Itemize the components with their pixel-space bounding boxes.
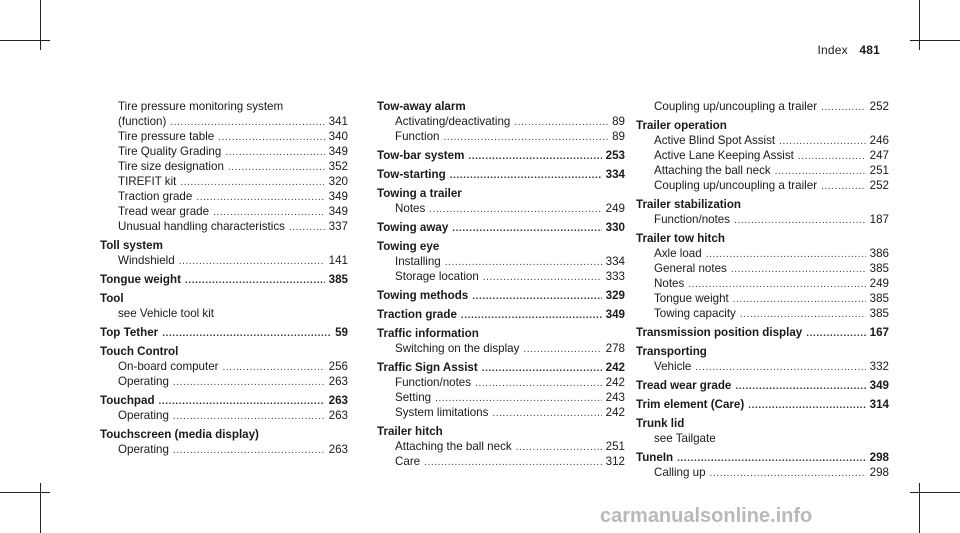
entry-text: Traction grade (377, 308, 457, 321)
entry-text: Notes (395, 202, 426, 215)
index-entry (100, 129, 348, 144)
entry-text: Storage location (395, 270, 479, 283)
crop-mark (910, 492, 960, 493)
index-heading (377, 326, 625, 341)
page-reference[interactable]: 278 (605, 342, 625, 355)
dot-leader (179, 254, 325, 269)
index-entry (377, 341, 625, 356)
dot-leader (523, 342, 601, 357)
section-title: Index (817, 43, 848, 57)
page-reference[interactable]: 349 (328, 205, 348, 218)
index-heading (377, 148, 625, 163)
entry-text: Coupling up/uncoupling a trailer (654, 100, 818, 113)
dot-leader (173, 443, 325, 458)
page-reference[interactable]: 341 (328, 115, 348, 128)
index-column-1 (100, 99, 348, 457)
index-entry (377, 454, 625, 469)
page-reference[interactable]: 253 (605, 149, 625, 162)
index-entry (377, 269, 625, 284)
index-entry (636, 306, 889, 321)
index-entry (377, 405, 625, 420)
dot-leader (821, 100, 866, 115)
index-heading (377, 424, 625, 439)
crop-mark (40, 0, 41, 50)
entry-text: Windshield (118, 254, 175, 267)
dot-leader (731, 262, 866, 277)
dot-leader (185, 273, 325, 288)
index-entry (636, 276, 889, 291)
page-reference[interactable]: 252 (869, 100, 889, 113)
entry-text: Touchscreen (media display) (100, 428, 259, 441)
entry-text: (function) (118, 115, 167, 128)
entry-text: Vehicle (654, 360, 692, 373)
index-entry (100, 99, 348, 114)
dot-leader (468, 149, 601, 164)
index-heading (377, 167, 625, 182)
entry-text: Transporting (636, 345, 707, 358)
page-reference[interactable]: 167 (869, 326, 889, 339)
page-reference[interactable]: 312 (605, 455, 625, 468)
entry-text: Toll system (100, 239, 163, 252)
entry-text: see Vehicle tool kit (118, 307, 215, 320)
entry-text: General notes (654, 262, 727, 275)
page-header (817, 43, 880, 57)
dot-leader (733, 292, 866, 307)
index-column-3 (636, 99, 889, 480)
dot-leader (159, 394, 325, 409)
page-reference[interactable]: 385 (869, 307, 889, 320)
dot-leader (429, 202, 601, 217)
page-reference[interactable]: 263 (328, 394, 348, 407)
index-entry (377, 254, 625, 269)
index-entry (100, 306, 348, 321)
page-reference[interactable]: 340 (328, 130, 348, 143)
dot-leader (779, 134, 866, 149)
dot-leader (218, 130, 324, 145)
entry-text: Attaching the ball neck (654, 164, 771, 177)
index-entry (636, 465, 889, 480)
index-heading (377, 360, 625, 375)
entry-text: Care (395, 455, 421, 468)
index-heading (636, 197, 889, 212)
dot-leader (170, 115, 324, 130)
entry-text: see Tailgate (654, 432, 716, 445)
page-reference[interactable]: 242 (605, 376, 625, 389)
dot-leader (483, 270, 602, 285)
index-entry (636, 178, 889, 193)
index-heading (377, 99, 625, 114)
entry-text: Trailer hitch (377, 425, 443, 438)
dot-leader (289, 220, 325, 235)
dot-leader (514, 115, 608, 130)
dot-leader (424, 455, 602, 470)
page-reference[interactable]: 329 (605, 289, 625, 302)
entry-text: Touch Control (100, 345, 179, 358)
dot-leader (482, 361, 602, 376)
dot-leader (706, 247, 866, 262)
page-reference[interactable]: 298 (869, 451, 889, 464)
crop-mark (0, 40, 50, 41)
entry-text: Trailer operation (636, 119, 727, 132)
index-entry (636, 359, 889, 374)
page-reference[interactable]: 349 (328, 145, 348, 158)
entry-text: Operating (118, 375, 169, 388)
entry-text: Transmission position display (636, 326, 803, 339)
index-entry (377, 129, 625, 144)
dot-leader (173, 375, 325, 390)
dot-leader (734, 213, 866, 228)
entry-text: Operating (118, 443, 169, 456)
entry-text: Function/notes (654, 213, 731, 226)
page-reference[interactable]: 247 (869, 149, 889, 162)
entry-text: Active Lane Keeping Assist (654, 149, 794, 162)
entry-text: Towing methods (377, 289, 469, 302)
page-reference[interactable]: 349 (869, 379, 889, 392)
entry-text: Tow-away alarm (377, 100, 466, 113)
dot-leader (228, 160, 325, 175)
entry-text: Tongue weight (654, 292, 729, 305)
index-heading (377, 220, 625, 235)
page-reference[interactable]: 251 (605, 440, 625, 453)
index-entry (636, 99, 889, 114)
crop-mark (910, 40, 960, 41)
index-entry (100, 159, 348, 174)
page-reference[interactable]: 385 (869, 262, 889, 275)
index-entry (100, 359, 348, 374)
entry-text: Calling up (654, 466, 706, 479)
entry-text: Touchpad (100, 394, 155, 407)
index-heading (636, 344, 889, 359)
index-heading (636, 397, 889, 412)
entry-text: Traffic information (377, 327, 479, 340)
entry-text: Setting (395, 391, 432, 404)
dot-leader (710, 466, 866, 481)
entry-text: Tread wear grade (118, 205, 210, 218)
index-entry (100, 442, 348, 457)
crop-mark (919, 483, 920, 533)
index-heading (100, 325, 348, 340)
entry-text: Towing eye (377, 240, 440, 253)
dot-leader (196, 190, 324, 205)
page-reference[interactable]: 59 (335, 326, 348, 339)
dot-leader (695, 360, 865, 375)
index-entry (100, 219, 348, 234)
page-reference[interactable]: 337 (328, 220, 348, 233)
index-heading (377, 288, 625, 303)
entry-text: Trunk lid (636, 417, 685, 430)
dot-leader (775, 164, 866, 179)
index-heading (636, 325, 889, 340)
page-reference[interactable]: 89 (612, 115, 625, 128)
index-entry (377, 439, 625, 454)
index-entry (377, 375, 625, 390)
dot-leader (225, 145, 324, 160)
index-entry (100, 204, 348, 219)
dot-leader (688, 277, 865, 292)
entry-text: Tire size designation (118, 160, 224, 173)
page-reference[interactable]: 333 (605, 270, 625, 283)
index-column-2 (377, 99, 625, 469)
index-entry (636, 133, 889, 148)
page-reference[interactable]: 385 (869, 292, 889, 305)
entry-text: Traction grade (118, 190, 193, 203)
index-heading (100, 238, 348, 253)
entry-text: Attaching the ball neck (395, 440, 512, 453)
entry-text: Operating (118, 409, 169, 422)
crop-mark (0, 492, 50, 493)
dot-leader (173, 409, 325, 424)
dot-leader (223, 360, 325, 375)
page-reference[interactable]: 89 (612, 130, 625, 143)
index-entry (100, 114, 348, 129)
index-entry (636, 291, 889, 306)
page-reference[interactable]: 386 (869, 247, 889, 260)
page-reference[interactable]: 242 (605, 406, 625, 419)
index-entry (636, 212, 889, 227)
page-reference[interactable]: 256 (328, 360, 348, 373)
dot-leader (677, 451, 866, 466)
page-reference[interactable]: 349 (328, 190, 348, 203)
page-reference[interactable]: 298 (869, 466, 889, 479)
index-entry (100, 174, 348, 189)
entry-text: Trailer tow hitch (636, 232, 725, 245)
page-reference[interactable]: 187 (869, 213, 889, 226)
index-heading (636, 416, 889, 431)
dot-leader (516, 440, 602, 455)
index-heading (100, 291, 348, 306)
dot-leader (472, 289, 601, 304)
page-reference[interactable]: 349 (605, 308, 625, 321)
page-reference[interactable]: 242 (605, 361, 625, 374)
index-entry (100, 189, 348, 204)
page-reference[interactable]: 385 (328, 273, 348, 286)
index-heading (377, 307, 625, 322)
dot-leader (435, 391, 602, 406)
index-entry (100, 408, 348, 423)
index-entry (377, 201, 625, 216)
entry-text: Coupling up/uncoupling a trailer (654, 179, 818, 192)
entry-text: Notes (654, 277, 685, 290)
dot-leader (492, 406, 601, 421)
dot-leader (443, 130, 608, 145)
dot-leader (475, 376, 602, 391)
dot-leader (748, 398, 865, 413)
crop-mark (40, 483, 41, 533)
dot-leader (806, 326, 865, 341)
page-reference[interactable]: 332 (869, 360, 889, 373)
index-entry (636, 148, 889, 163)
dot-leader (735, 379, 865, 394)
entry-text: TuneIn (636, 451, 674, 464)
page-number: 481 (859, 43, 880, 57)
dot-leader (461, 308, 602, 323)
page-reference[interactable]: 334 (605, 168, 625, 181)
entry-text: Towing away (377, 221, 449, 234)
index-entry (636, 261, 889, 276)
dot-leader (445, 255, 602, 270)
index-heading (636, 378, 889, 393)
page-reference[interactable]: 330 (605, 221, 625, 234)
page-reference[interactable]: 320 (328, 175, 348, 188)
entry-text: Towing capacity (654, 307, 736, 320)
index-entry (636, 163, 889, 178)
page-reference[interactable]: 263 (328, 375, 348, 388)
page-reference[interactable]: 141 (328, 254, 348, 267)
dot-leader (740, 307, 866, 322)
index-entry (377, 114, 625, 129)
entry-text: TIREFIT kit (118, 175, 177, 188)
index-heading (636, 450, 889, 465)
page-reference[interactable]: 263 (328, 409, 348, 422)
page-reference[interactable]: 251 (869, 164, 889, 177)
entry-text: Tire Quality Grading (118, 145, 222, 158)
entry-text: Tool (100, 292, 124, 305)
index-entry (100, 374, 348, 389)
entry-text: Tire pressure table (118, 130, 215, 143)
page-reference[interactable]: 243 (605, 391, 625, 404)
dot-leader (452, 221, 601, 236)
entry-text: Traffic Sign Assist (377, 361, 478, 374)
index-heading (636, 231, 889, 246)
entry-text: Tongue weight (100, 273, 181, 286)
page-reference[interactable]: 314 (869, 398, 889, 411)
page-reference[interactable]: 263 (328, 443, 348, 456)
index-entry (100, 253, 348, 268)
dot-leader (213, 205, 325, 220)
entry-text: Active Blind Spot Assist (654, 134, 776, 147)
watermark: carmanualsonline.info (600, 505, 813, 527)
page-reference[interactable]: 252 (869, 179, 889, 192)
index-entry (377, 390, 625, 405)
crop-mark (919, 0, 920, 50)
index-entry (636, 431, 889, 446)
index-heading (377, 239, 625, 254)
dot-leader (162, 326, 331, 341)
entry-text: Tread wear grade (636, 379, 732, 392)
entry-text: Installing (395, 255, 441, 268)
index-heading (636, 118, 889, 133)
entry-text: Trailer stabilization (636, 198, 742, 211)
page-reference[interactable]: 249 (605, 202, 625, 215)
entry-text: Tow-bar system (377, 149, 465, 162)
page-reference[interactable]: 249 (869, 277, 889, 290)
entry-text: Tow-starting (377, 168, 446, 181)
entry-text: Switching on the display (395, 342, 520, 355)
dot-leader (821, 179, 866, 194)
index-entry (100, 144, 348, 159)
dot-leader (180, 175, 324, 190)
page-reference[interactable]: 334 (605, 255, 625, 268)
entry-text: Unusual handling characteristics (118, 220, 285, 233)
entry-text: Top Tether (100, 326, 159, 339)
index-heading (100, 344, 348, 359)
entry-text: Activating/deactivating (395, 115, 511, 128)
entry-text: Function (395, 130, 440, 143)
entry-text: Function/notes (395, 376, 472, 389)
entry-text: On-board computer (118, 360, 219, 373)
index-heading (377, 186, 625, 201)
entry-text: System limitations (395, 406, 489, 419)
index-heading (100, 272, 348, 287)
entry-text: Tire pressure monitoring system (118, 100, 284, 113)
index-entry (636, 246, 889, 261)
entry-text: Trim element (Care) (636, 398, 745, 411)
dot-leader (450, 168, 602, 183)
index-heading (100, 393, 348, 408)
entry-text: Towing a trailer (377, 187, 462, 200)
page-reference[interactable]: 352 (328, 160, 348, 173)
entry-text: Axle load (654, 247, 702, 260)
dot-leader (798, 149, 866, 164)
page-reference[interactable]: 246 (869, 134, 889, 147)
index-heading (100, 427, 348, 442)
